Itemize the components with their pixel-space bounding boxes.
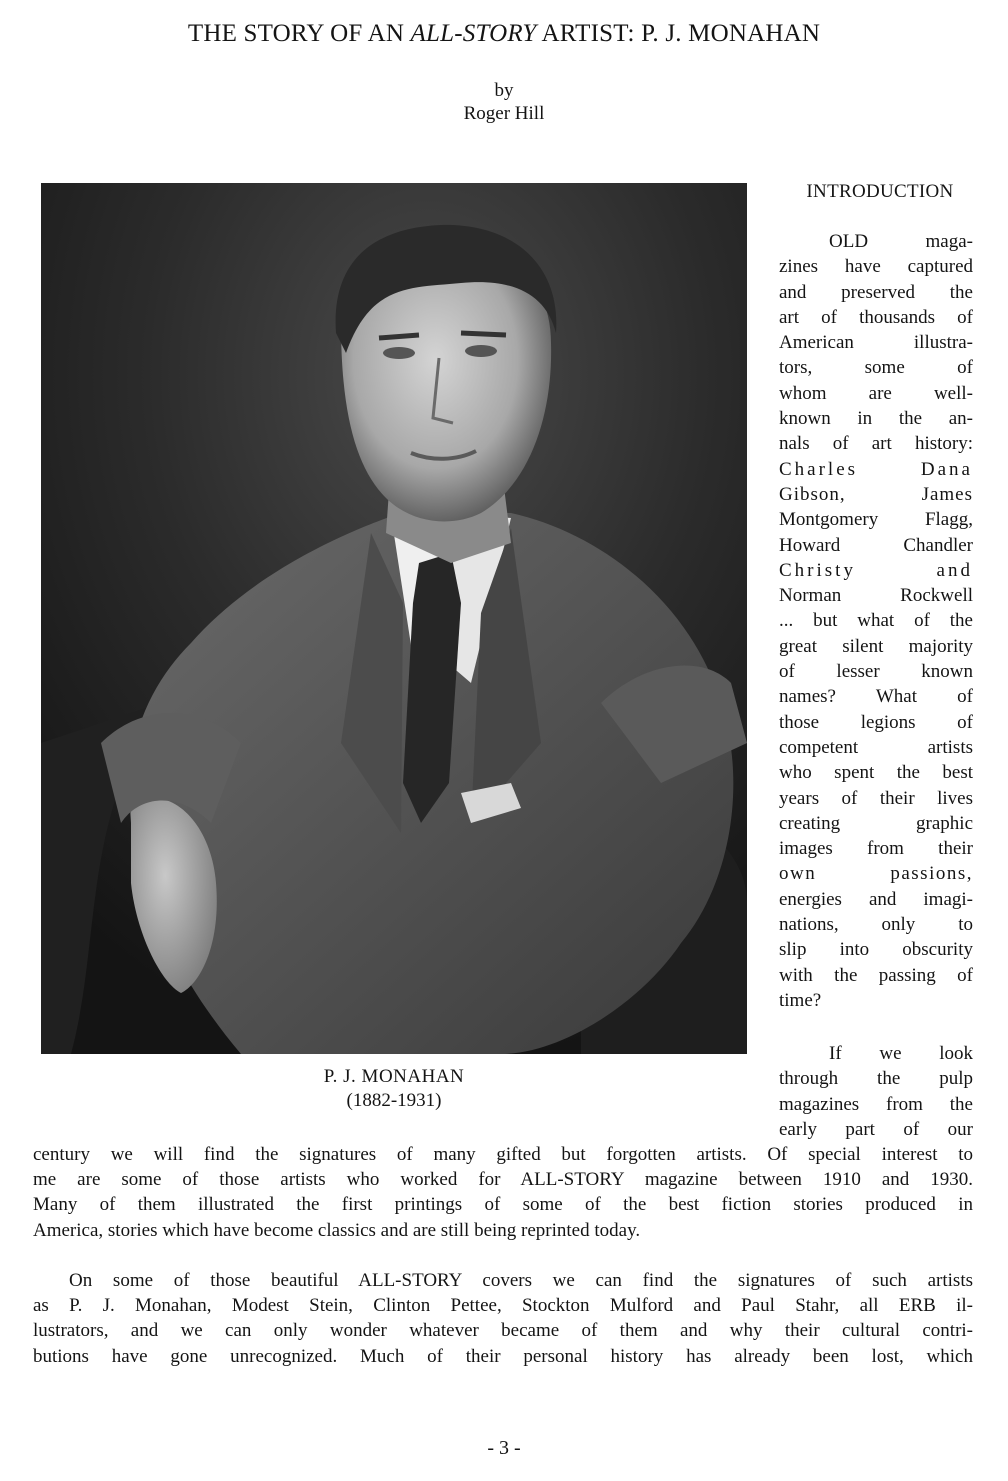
portrait-illustration: [41, 183, 747, 1054]
intro-paragraph-1: [779, 229, 973, 1013]
text-line: tors, some of: [779, 357, 973, 379]
portrait-photo: [41, 183, 747, 1054]
text-line: names? What of: [779, 686, 973, 708]
text-line: of lesser known: [779, 661, 973, 683]
text-line: slip into obscurity: [779, 939, 973, 961]
text-line: Norman Rockwell: [779, 585, 973, 607]
photo-caption-dates: (1882-1931): [346, 1090, 442, 1111]
text-line: time?: [779, 989, 822, 1011]
text-line: with the passing of: [779, 964, 973, 986]
text-line: Charles Dana: [779, 458, 973, 480]
text-line: known in the an-: [779, 408, 973, 430]
title-part-2: ARTIST: P. J. MONAHAN: [536, 20, 821, 47]
text-line: through the pulp: [779, 1068, 973, 1090]
text-line: magazines from the: [779, 1093, 973, 1115]
text-line: as P. J. Monahan, Modest Stein, Clinton Pettee, Stockton Mulford and Paul Stahr, all ERB il-: [33, 1295, 973, 1317]
text-line: Christy and: [779, 559, 973, 581]
intro-paragraph-2-column: [779, 1041, 973, 1142]
text-line: great silent majority: [779, 635, 973, 657]
text-line: and preserved the: [779, 281, 973, 303]
article-title: [0, 20, 1008, 48]
photo-caption-name: P. J. MONAHAN: [323, 1066, 465, 1087]
text-line: butions have gone unrecognized. Much of their personal history has already been lost, which: [33, 1345, 973, 1367]
byline-by: by: [494, 80, 514, 101]
text-line: If we look: [829, 1043, 973, 1064]
text-line: nations, only to: [779, 914, 973, 936]
text-line: century we will find the signatures of many gifted but forgotten artists. Of special interest to: [33, 1144, 973, 1165]
text-line: years of their lives: [779, 787, 973, 809]
title-part-1: THE STORY OF AN: [187, 20, 411, 47]
text-line: ... but what of the: [779, 610, 973, 632]
page-number: - 3 -: [487, 1437, 521, 1459]
text-line: Howard Chandler: [779, 534, 973, 556]
text-line: Gibson, James: [779, 483, 973, 505]
text-line: images from their: [779, 838, 973, 860]
text-line: zines have captured: [779, 256, 973, 278]
intro-paragraph-2-wide: [33, 1142, 973, 1243]
text-line: American illustra-: [779, 332, 973, 354]
text-line: nals of art history:: [779, 433, 973, 455]
text-line: creating graphic: [779, 812, 973, 834]
text-line: energies and imagi-: [779, 888, 973, 910]
text-line: whom are well-: [779, 382, 973, 404]
text-line: On some of those beautiful ALL-STORY covers we can find the signatures of such artists: [69, 1270, 973, 1291]
text-line: those legions of: [779, 711, 973, 733]
text-line: OLD maga-: [829, 231, 973, 252]
text-line: lustrators, and we can only wonder whatever became of them and why their cultural contri-: [33, 1320, 973, 1342]
section-heading: INTRODUCTION: [806, 181, 954, 202]
text-line: America, stories which have become classics and are still being reprinted today.: [33, 1219, 641, 1241]
text-line: me are some of those artists who worked for ALL-STORY magazine between 1910 and 1930.: [33, 1169, 973, 1191]
text-line: Montgomery Flagg,: [779, 509, 973, 531]
text-line: competent artists: [779, 736, 973, 758]
text-line: early part of our: [779, 1118, 973, 1140]
byline-author: Roger Hill: [463, 103, 545, 124]
title-italic-allstory: ALL-STORY: [410, 20, 537, 47]
text-line: art of thousands of: [779, 306, 973, 328]
text-line: Many of them illustrated the first printings of some of the best fiction stories produced in: [33, 1194, 973, 1216]
text-line: who spent the best: [779, 762, 973, 784]
intro-paragraph-3: [33, 1268, 973, 1369]
text-line: own passions,: [779, 863, 973, 885]
